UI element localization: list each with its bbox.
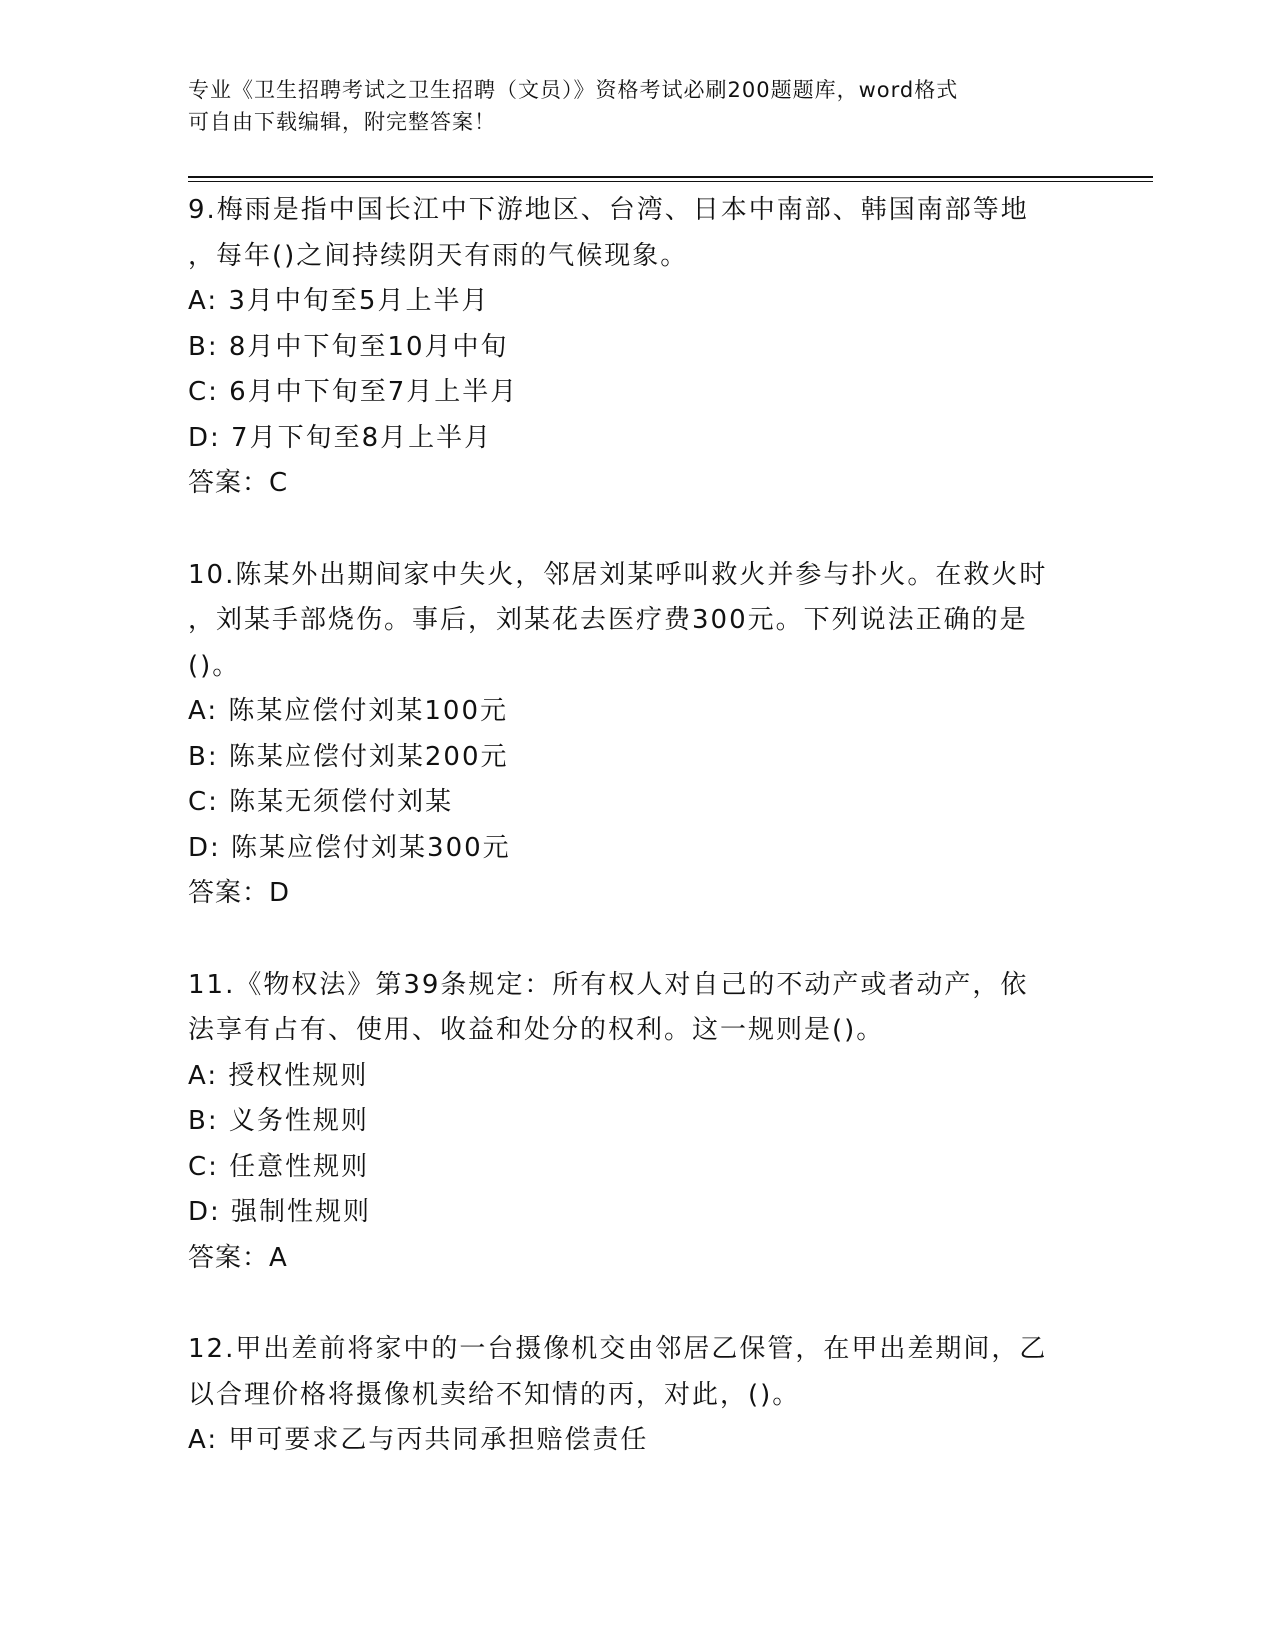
- question-11: [188, 963, 1088, 1282]
- option-b: B: 8月中下旬至10月中旬: [188, 331, 509, 362]
- option-d: D: 陈某应偿付刘某300元: [188, 832, 511, 863]
- option-a: A: 授权性规则: [188, 1060, 369, 1091]
- question-list: [188, 188, 1088, 1464]
- answer-line: 答案：C: [188, 468, 289, 498]
- question-stem-line: 法享有占有、使用、收益和处分的权利。这一规则是()。: [188, 1015, 885, 1045]
- question-10: [188, 553, 1088, 917]
- answer-line: 答案：D: [188, 878, 291, 908]
- question-9: [188, 188, 1088, 507]
- question-stem-line: ，每年()之间持续阴天有雨的气候现象。: [188, 240, 689, 271]
- option-d: D: 7月下旬至8月上半月: [188, 422, 493, 453]
- option-a: A: 3月中旬至5月上半月: [188, 286, 490, 316]
- question-stem-line: 12.甲出差前将家中的一台摄像机交由邻居乙保管，在甲出差期间，乙: [188, 1334, 1048, 1364]
- option-a: A: 甲可要求乙与丙共同承担赔偿责任: [188, 1425, 649, 1455]
- header-line-2: 可自由下载编辑，附完整答案！: [188, 110, 496, 134]
- question-stem-line: 9.梅雨是指中国长江中下游地区、台湾、日本中南部、韩国南部等地: [188, 195, 1029, 225]
- page-header: [188, 74, 1068, 138]
- question-stem-line: 11.《物权法》第39条规定：所有权人对自己的不动产或者动产，依: [188, 969, 1029, 1000]
- option-c: C: 陈某无须偿付刘某: [188, 787, 454, 817]
- question-stem-line: 10.陈某外出期间家中失火，邻居刘某呼叫救火并参与扑火。在救火时: [188, 559, 1048, 590]
- option-a: A: 陈某应偿付刘某100元: [188, 696, 508, 726]
- question-stem-line: ()。: [188, 650, 241, 681]
- option-b: B: 陈某应偿付刘某200元: [188, 741, 509, 772]
- answer-line: 答案：A: [188, 1242, 288, 1273]
- option-c: C: 6月中下旬至7月上半月: [188, 377, 519, 407]
- header-divider-thin: [188, 181, 1153, 182]
- header-line-1: 专业《卫生招聘考试之卫生招聘（文员）》资格考试必刷200题题库，word格式: [188, 78, 959, 102]
- question-12: [188, 1327, 1088, 1464]
- option-d: D: 强制性规则: [188, 1197, 372, 1227]
- question-stem-line: ，刘某手部烧伤。事后，刘某花去医疗费300元。下列说法正确的是: [188, 605, 1028, 635]
- option-c: C: 任意性规则: [188, 1151, 370, 1182]
- header-divider-thick: [188, 176, 1153, 178]
- option-b: B: 义务性规则: [188, 1106, 369, 1136]
- question-stem-line: 以合理价格将摄像机卖给不知情的丙，对此，()。: [188, 1379, 801, 1410]
